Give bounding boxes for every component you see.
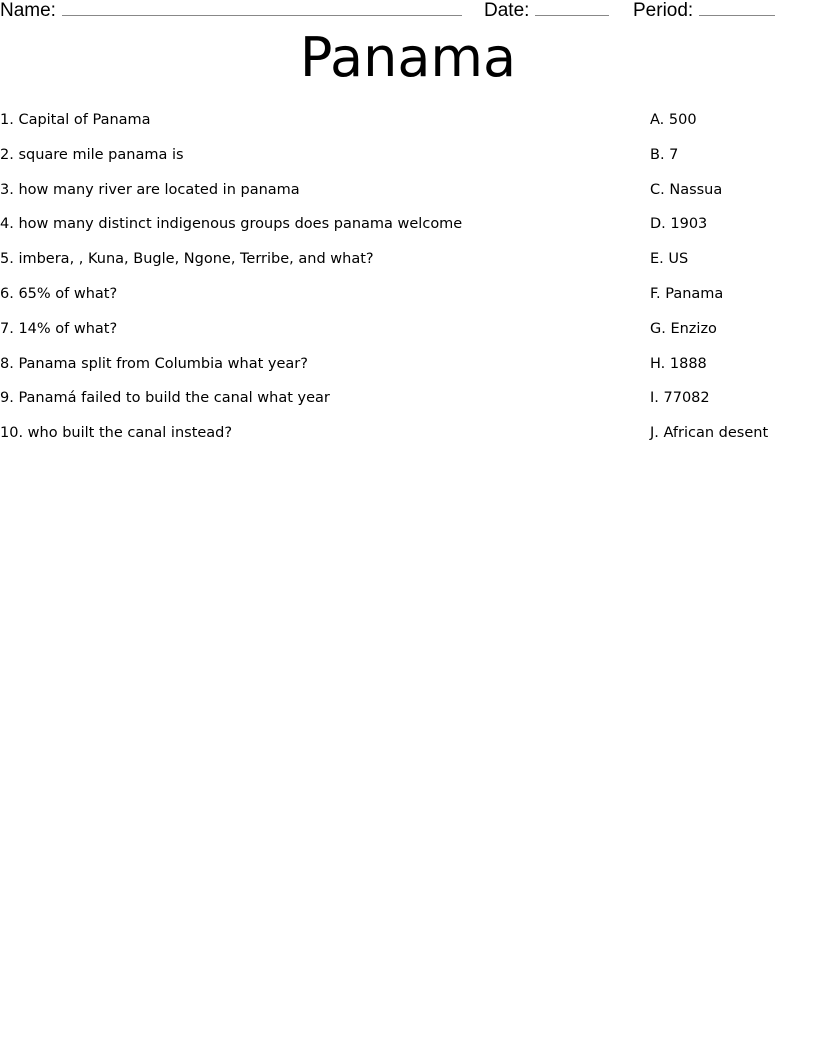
question-item: 10. who built the canal instead?: [0, 425, 233, 442]
name-blank[interactable]: [62, 0, 462, 16]
question-item: 3. how many river are located in panama: [0, 181, 300, 198]
question-item: 9. Panamá failed to build the canal what year: [0, 390, 330, 407]
date-blank[interactable]: [535, 0, 609, 16]
answer-item: G. Enzizo: [650, 320, 717, 337]
period-field[interactable]: [633, 0, 775, 22]
answer-item: A. 500: [650, 112, 697, 128]
question-item: 8. Panama split from Columbia what year?: [0, 355, 308, 372]
question-item: 2. square mile panama is: [0, 146, 184, 163]
answer-item: H. 1888: [650, 355, 707, 372]
question-item: 1. Capital of Panama: [0, 112, 151, 128]
question-item: 6. 65% of what?: [0, 286, 118, 302]
question-item: 7. 14% of what?: [0, 320, 118, 337]
answer-item: D. 1903: [650, 216, 708, 233]
date-label: Date:: [484, 0, 530, 21]
answer-item: E. US: [650, 251, 689, 268]
question-item: 4. how many distinct indigenous groups does panama welcome: [0, 216, 463, 233]
answer-item: B. 7: [650, 146, 679, 163]
answer-item: F. Panama: [650, 286, 724, 302]
period-blank[interactable]: [699, 0, 775, 16]
question-item: 5. imbera, , Kuna, Bugle, Ngone, Terribe, and what?: [0, 251, 374, 268]
page-title: Panama: [299, 26, 517, 89]
answer-item: C. Nassua: [650, 181, 723, 198]
period-label: Period:: [633, 0, 694, 21]
name-field[interactable]: [0, 0, 462, 22]
name-label: Name:: [0, 0, 56, 21]
answer-item: I. 77082: [650, 390, 710, 407]
date-field[interactable]: [484, 0, 609, 22]
answer-item: J. African desent: [650, 425, 769, 442]
